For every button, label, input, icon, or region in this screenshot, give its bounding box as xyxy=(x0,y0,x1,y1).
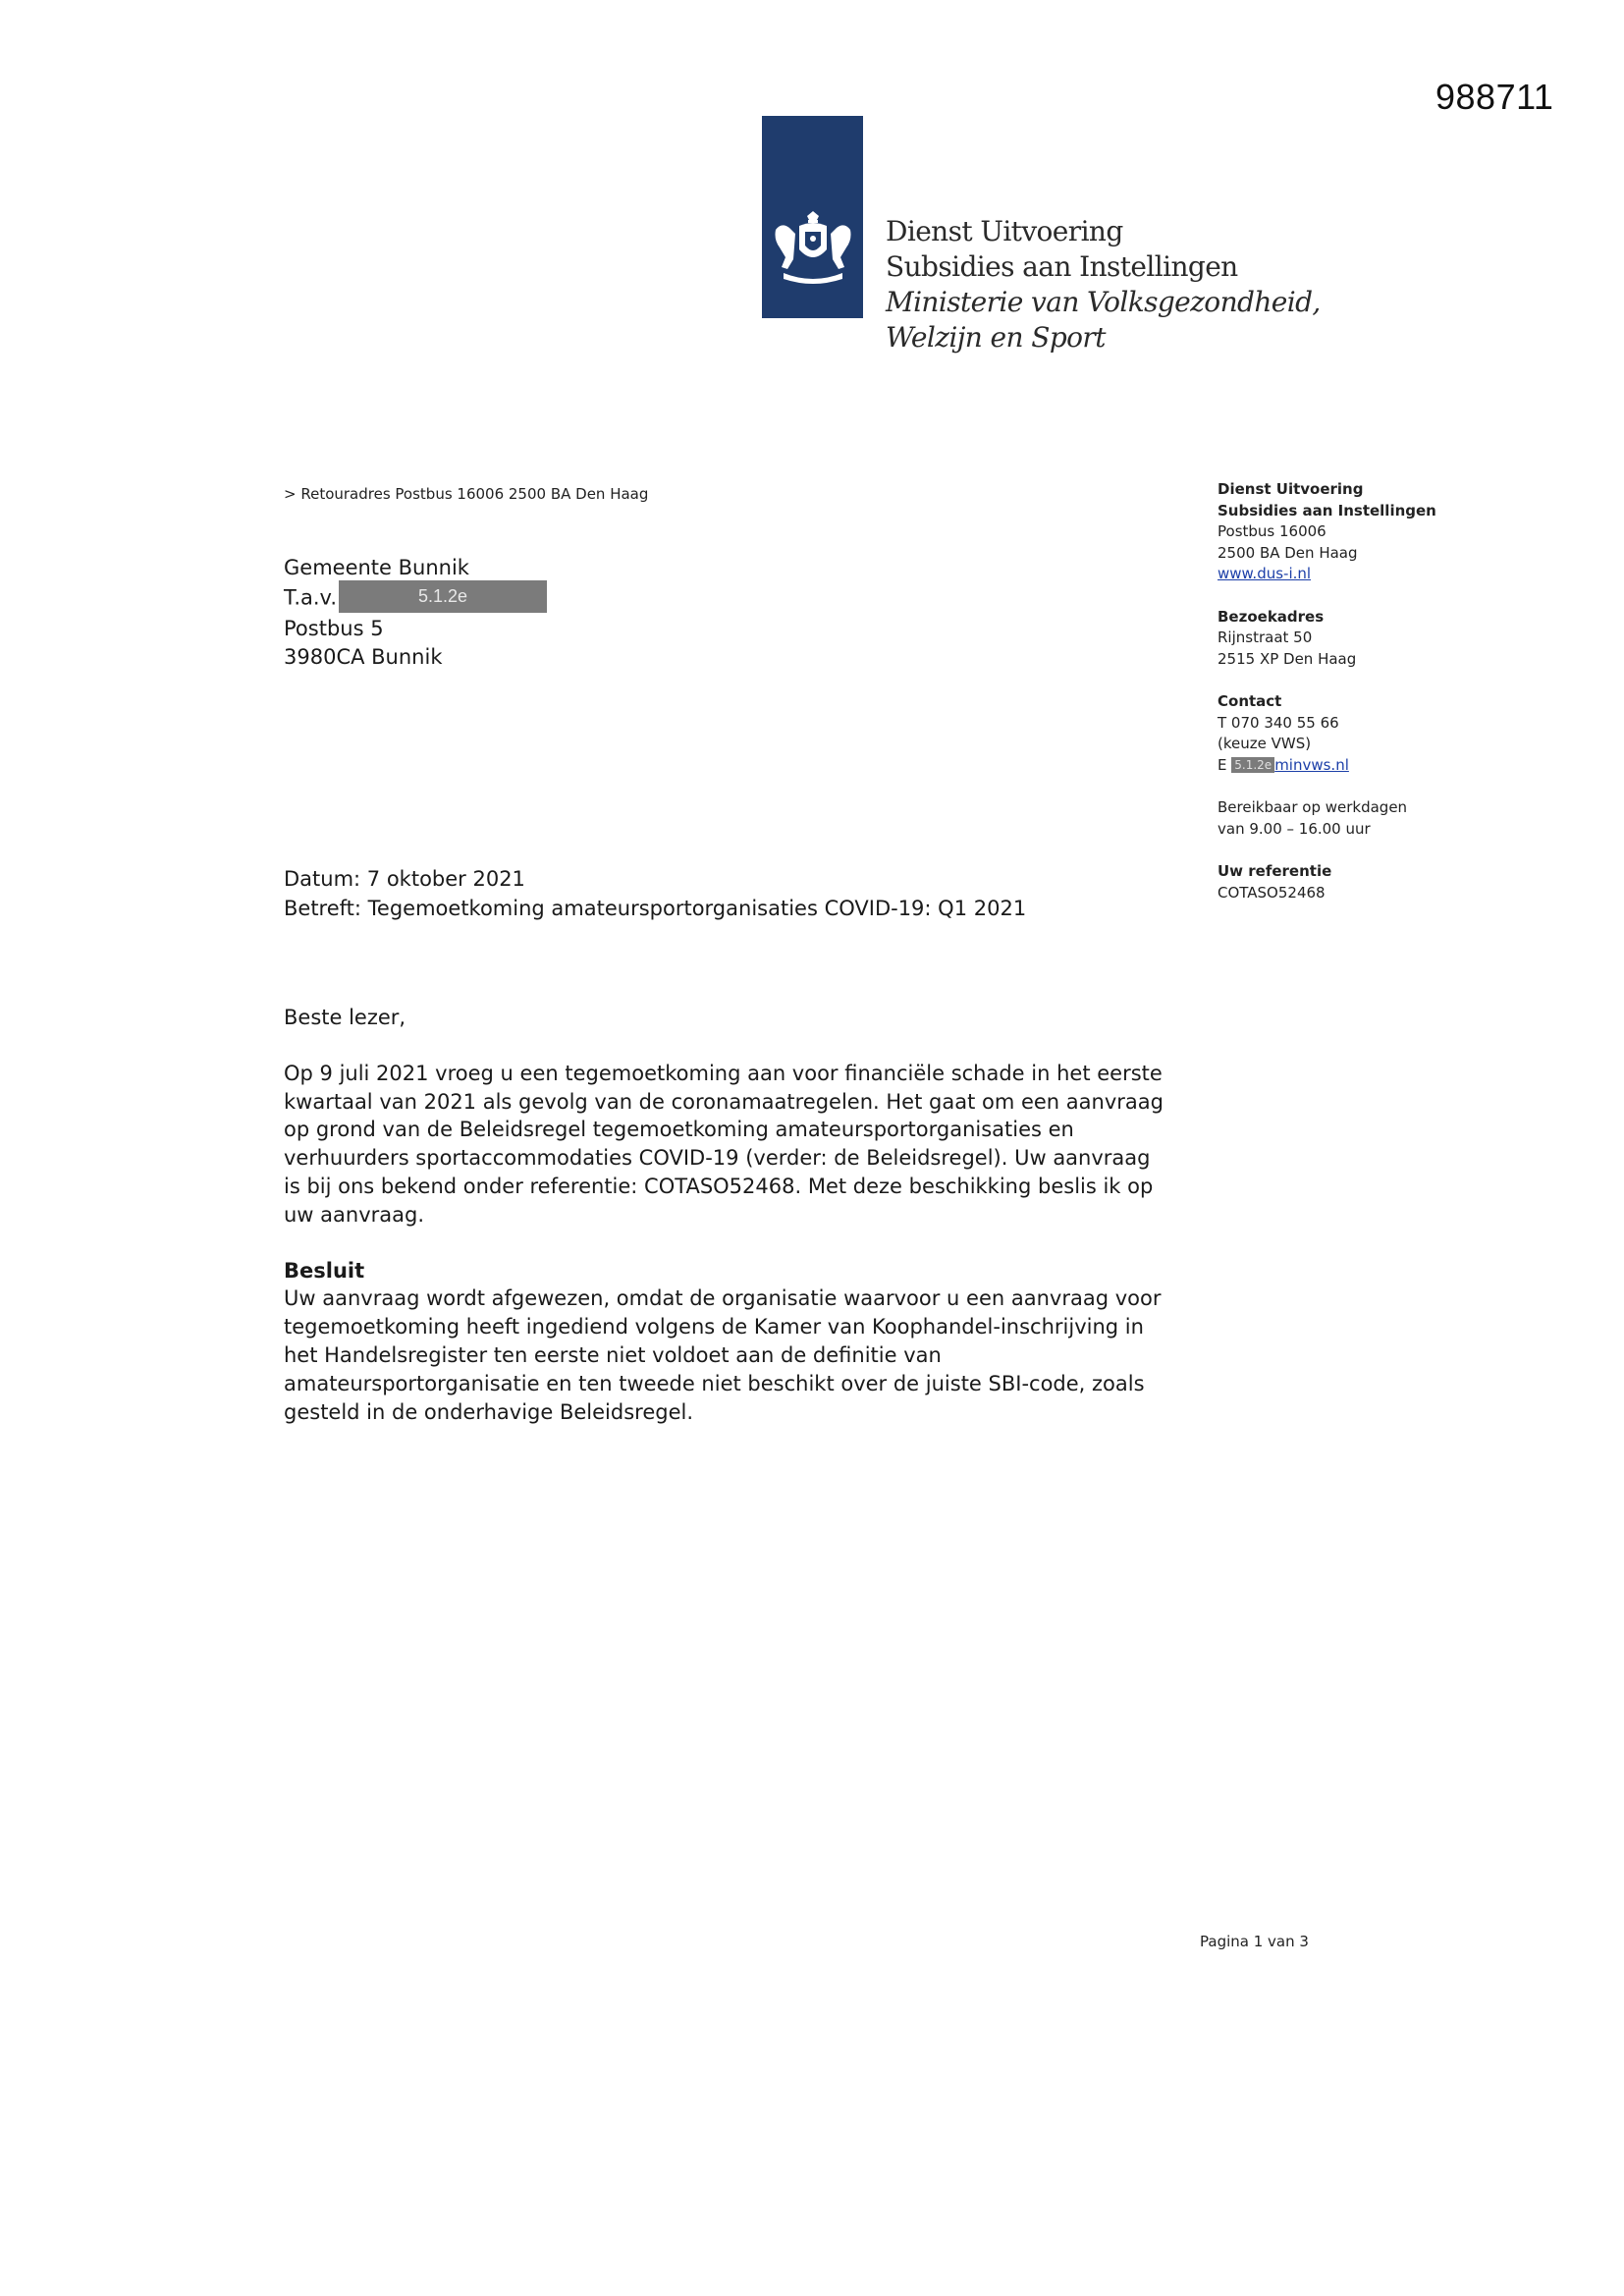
reference-title: Uw referentie xyxy=(1218,862,1332,880)
visit-street: Rijnstraat 50 xyxy=(1218,629,1313,646)
contact-choice: (keuze VWS) xyxy=(1218,735,1312,752)
paragraph-line: Uw aanvraag wordt afgewezen, omdat de organisatie waarvoor u een aanvraag voor xyxy=(284,1286,1162,1311)
recipient-address xyxy=(284,554,547,672)
paragraph-line: amateursportorganisatie en ten tweede niet beschikt over de juiste SBI-code, zoals xyxy=(284,1371,1145,1395)
org-name-line-1: Dienst Uitvoering xyxy=(886,215,1123,247)
contact-email xyxy=(1218,755,1512,777)
availability-block xyxy=(1218,797,1512,840)
paragraph-line: tegemoetkoming heeft ingediend volgens de Kamer van Koophandel-inschrijving in xyxy=(284,1315,1144,1339)
paragraph-line: kwartaal van 2021 als gevolg van de coronamaatregelen. Het gaat om een aanvraag xyxy=(284,1089,1164,1114)
attention-prefix: T.a.v. xyxy=(284,585,338,610)
email-prefix: E xyxy=(1218,755,1227,774)
introduction-paragraph xyxy=(284,1060,1207,1230)
availability-line-2: van 9.00 – 16.00 uur xyxy=(1218,819,1371,838)
email-redaction-box: 5.1.2e xyxy=(1231,757,1274,773)
sender-title-1: Dienst Uitvoering xyxy=(1218,480,1364,498)
sender-sidebar xyxy=(1218,479,1512,925)
redaction-box: 5.1.2e xyxy=(339,580,547,613)
website-link[interactable]: www.dus-i.nl xyxy=(1218,565,1312,582)
salutation: Beste lezer, xyxy=(284,1006,406,1029)
sender-postbus: Postbus 16006 xyxy=(1218,522,1326,540)
recipient-street: Postbus 5 xyxy=(284,617,384,640)
contact-title: Contact xyxy=(1218,692,1282,710)
paragraph-line: gesteld in de onderhavige Beleidsregel. xyxy=(284,1399,694,1424)
recipient-postal-city: 3980CA Bunnik xyxy=(284,645,443,669)
paragraph-line: op grond van de Beleidsregel tegemoetkoming amateursportorganisaties en xyxy=(284,1118,1074,1142)
visit-city: 2515 XP Den Haag xyxy=(1218,649,1357,668)
paragraph-line: verhuurders sportaccommodaties COVID-19 (verder: de Beleidsregel). Uw aanvraag xyxy=(284,1146,1151,1171)
letter-date: Datum: 7 oktober 2021 xyxy=(284,867,525,891)
ministry-line-1: Ministerie van Volksgezondheid, xyxy=(886,286,1321,318)
paragraph-line: het Handelsregister ten eerste niet voldoet aan de definitie van xyxy=(284,1342,942,1367)
sender-title-2: Subsidies aan Instellingen xyxy=(1218,501,1436,519)
paragraph-line: uw aanvraag. xyxy=(284,1202,425,1227)
paragraph-line: Op 9 juli 2021 vroeg u een tegemoetkoming aan voor financiële schade in het eerste xyxy=(284,1061,1163,1085)
org-name-line-2: Subsidies aan Instellingen xyxy=(886,250,1238,283)
email-link[interactable]: minvws.nl xyxy=(1274,755,1349,774)
government-logo xyxy=(762,116,863,318)
visit-address-block xyxy=(1218,607,1512,671)
return-address: > Retouradres Postbus 16006 2500 BA Den Haag xyxy=(284,485,649,503)
letter-body xyxy=(284,1004,1207,1426)
availability-line-1: Bereikbaar op werkdagen xyxy=(1218,798,1408,816)
document-number: 988711 xyxy=(1435,77,1554,117)
royal-coat-of-arms-icon xyxy=(770,210,856,287)
decision-paragraph xyxy=(284,1285,1207,1426)
sender-block xyxy=(1218,479,1512,585)
contact-phone: T 070 340 55 66 xyxy=(1218,713,1339,732)
recipient-name: Gemeente Bunnik xyxy=(284,556,469,579)
page-number: Pagina 1 van 3 xyxy=(1200,1933,1309,1950)
decision-heading: Besluit xyxy=(284,1258,365,1283)
reference-block xyxy=(1218,861,1512,903)
letter-subject: Betreft: Tegemoetkoming amateursportorganisaties COVID-19: Q1 2021 xyxy=(284,897,1027,920)
paragraph-line: is bij ons bekend onder referentie: COTASO52468. Met deze beschikking beslis ik op xyxy=(284,1174,1154,1198)
reference-value: COTASO52468 xyxy=(1218,883,1326,902)
sender-city: 2500 BA Den Haag xyxy=(1218,543,1358,562)
ministry-line-2: Welzijn en Sport xyxy=(886,321,1106,354)
contact-block xyxy=(1218,691,1512,776)
visit-address-title: Bezoekadres xyxy=(1218,607,1325,626)
letter-meta xyxy=(284,864,1026,923)
recipient-attention xyxy=(284,582,547,615)
organization-name xyxy=(886,214,1321,355)
